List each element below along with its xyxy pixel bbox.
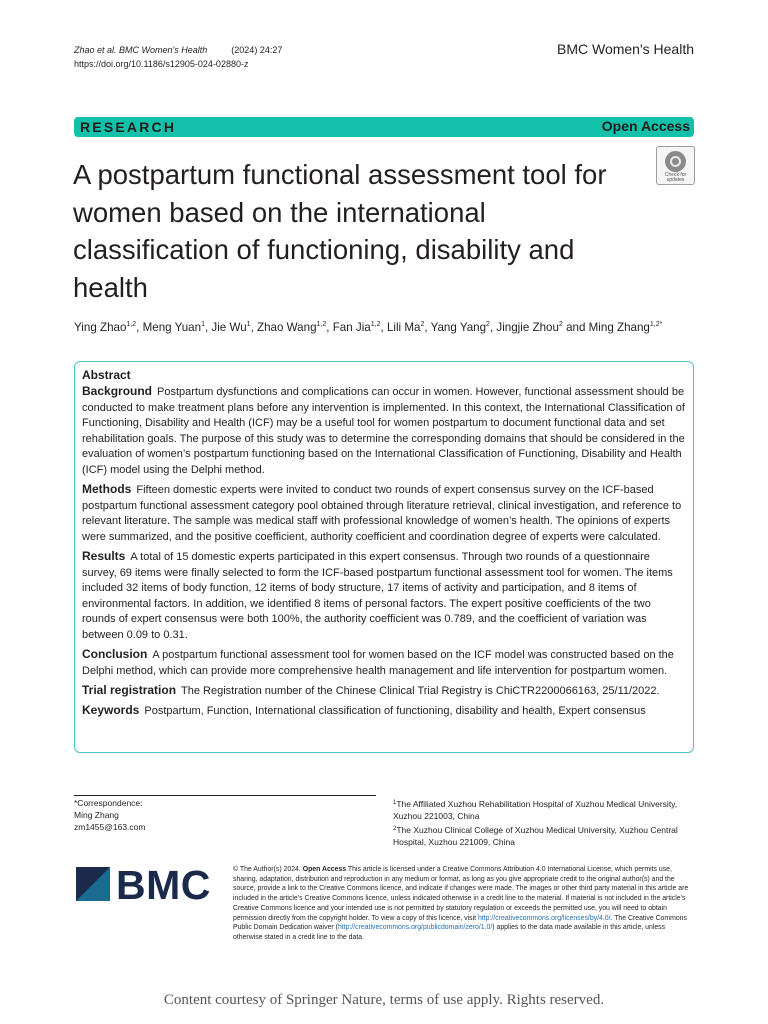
affiliations [393, 797, 693, 849]
section-label: Background [82, 384, 153, 398]
citation-header [74, 43, 282, 71]
license-open-access: Open Access [302, 866, 347, 873]
bmc-logo [76, 862, 216, 908]
affiliation: $^2$The Xuzhou Clinical College of Xuzhou Medical University, Xuzhou Central Hospital, Xuzhou 221009, China [393, 824, 678, 848]
abstract-heading: Abstract [82, 368, 131, 382]
abstract-box [74, 361, 694, 753]
abstract-methods: Methods Fifteen domestic experts were invited to conduct two rounds of expert consensus survey on the ICF-based postpartum functional assessment category pool obtained through literature retrieval, clinical investigation, and reference to relevant literature. The sample was medical staff with professional knowledge of women’s health. The opinions of experts were summarized, and the positive coefficient, authority coefficient and coordination degree of experts were calculated. [82, 482, 682, 543]
public-domain-link[interactable]: http://creativecommons.org/publicdomain/zero/1.0/ [337, 924, 493, 932]
citation-volume: (2024) 24:27 [231, 45, 283, 55]
citation-line [74, 43, 282, 57]
author-list: Ying Zhao$^{1,2}$, Meng Yuan$^1$, Jie Wu$^1$, Zhao Wang$^{1,2}$, Fan Jia$^{1,2}$, Lili Ma$^2$, Yang Yang$^2$, Jingjie Zhou$^2$ and Ming Zhang$^{1,2*}$ [74, 321, 663, 334]
section-label: Conclusion [82, 647, 148, 661]
correspondence-name: Ming Zhang [74, 810, 119, 820]
article-type-label: RESEARCH [80, 119, 177, 135]
updates-text-line1: Check for [664, 172, 687, 178]
updates-text-line2: updates [666, 177, 685, 183]
license-statement: © The Author(s) 2024. Open Access This article is licensed under a Creative Commons Attribution 4.0 International License, which permits use, sharing, adaptation, distribution and reproduction in any medium or format, as long as you give appropriate credit to the original author(s) and the source, provide a link to the Creative Commons licence, and indicate if changes were made. The images or other third party material in this article are included in the article’s Creative Commons licence, unless indicated otherwise in a credit line to the material. If material is not included in the article’s Creative Commons licence and your intended use is not permitted by statutory regulation or exceeds the permitted use, you will need to obtain permission directly from the copyright holder. To view a copy of this licence, visit http://creativecommons.org/licenses/by/4.0/. The Creative Commons Public Domain Dedication waiver (http://creativecommons.org/publicdomain/zero/1.0/) applies to the data made available in this article, unless otherwise stated in a credit line to the data. [233, 866, 689, 941]
check-for-updates-text [657, 173, 694, 183]
author[interactable]: Meng Yuan$^1$ [142, 321, 205, 334]
author[interactable]: Lili Ma$^2$ [386, 321, 425, 334]
check-for-updates-icon [665, 151, 686, 172]
citation-journal: BMC Women's Health [119, 45, 208, 55]
correspondence [74, 797, 145, 833]
authors-conjunction: and [566, 321, 586, 334]
author[interactable]: Ming Zhang$^{1,2*}$ [588, 321, 663, 334]
affiliation: $^1$The Affiliated Xuzhou Rehabilitation Hospital of Xuzhou Medical University, Xuzhou 221003, China [393, 799, 678, 822]
doi-link[interactable]: https://doi.org/10.1186/s12905-024-02880-z [74, 59, 249, 69]
footnote-divider [74, 795, 376, 796]
open-access-label: Open Access [601, 118, 690, 134]
abstract-trial-registration: Trial registration The Registration number of the Chinese Clinical Trial Registry is ChiCTR2200066163, 25/11/2022. [82, 682, 660, 697]
license-link[interactable]: http://creativecommons.org/licenses/by/4.0/ [477, 914, 611, 922]
section-label: Results [82, 548, 126, 563]
article-type-band [74, 117, 694, 137]
page-footer: Content courtesy of Springer Nature, terms of use apply. Rights reserved. [163, 992, 605, 1008]
section-label: Methods [82, 482, 132, 497]
check-for-updates-badge[interactable] [656, 146, 695, 185]
author[interactable]: Yang Yang$^2$ [430, 321, 490, 334]
correspondence-email[interactable]: zm1455@163.com [74, 822, 146, 832]
author[interactable]: Jie Wu$^1$ [211, 321, 251, 334]
abstract-results: Results A total of 15 domestic experts participated in this expert consensus. Through two rounds of a questionnaire survey, 69 items were finally selected to form the ICF-based postpartum functional assessment tool for women. The items included 32 items of body function, 12 items of body structure, 17 items of activity and participation, and 8 items of environmental factors. In addition, we identified 8 items of personal factors. The expert positive coefficients of the two rounds of expert consensus were both 100%, the authority coefficient was 0.789, and the coefficient of variation was between 0.09 to 0.31. [82, 548, 673, 641]
bmc-mark-icon [76, 867, 110, 901]
abstract-keywords: Keywords Postpartum, Function, International classification of functioning, disability and health, Expert consensus [82, 702, 646, 717]
abstract-background: Background Postpartum dysfunctions and complications can occur in women. However, functional assessment should be conducted to make treatment plans before any intervention is implemented. In this context, the International Classification of Functioning, Disability and Health (ICF) may be a useful tool for women postpartum to document functional data and set rehabilitation goals. The purpose of this study was to determine the corresponding domains that should be considered in the evaluation of women’s postpartum functioning based on the International Classification of Functioning, Disability and Health (ICF) model using the Delphi method. [82, 384, 685, 476]
section-label: Trial registration [82, 682, 177, 697]
abstract-conclusion: Conclusion A postpartum functional assessment tool for women based on the ICF model was constructed based on the Delphi method, which can provide more comprehensive health management and life intervention for postpartum women. [82, 647, 674, 677]
author[interactable]: Zhao Wang$^{1,2}$ [257, 321, 327, 334]
bmc-logo-text: BMC [116, 862, 211, 908]
journal-name: BMC Women's Health [556, 41, 694, 57]
author[interactable]: Fan Jia$^{1,2}$ [332, 321, 381, 334]
correspondence-label: *Correspondence: [74, 798, 143, 808]
section-label: Keywords [82, 702, 140, 717]
article-title: A postpartum functional assessment tool for women based on the international classification of functioning, disability and health [73, 159, 607, 303]
author[interactable]: Jingjie Zhou$^2$ [496, 321, 563, 334]
citation-authors: Zhao et al. [74, 45, 117, 55]
author[interactable]: Ying Zhao$^{1,2}$ [74, 321, 137, 334]
